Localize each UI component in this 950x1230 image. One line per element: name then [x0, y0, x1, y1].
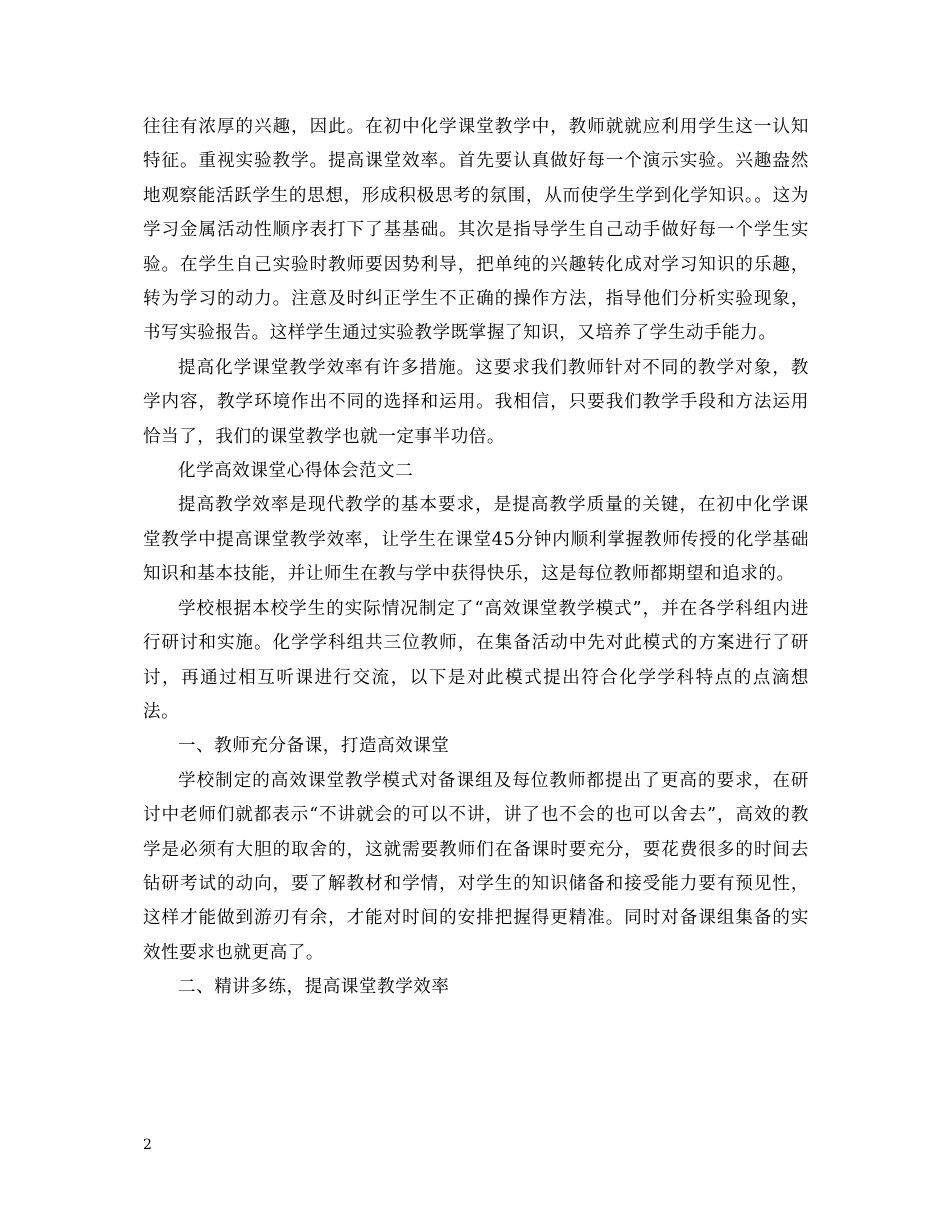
paragraph-continuation: 往往有浓厚的兴趣，因此。在初中化学课堂教学中，教师就就应利用学生这一认知特征。重视实验教学。提高课堂效率。首先要认真做好每一个演示实验。兴趣盎然地观察能活跃学生的思想，形成积极思考的氛围，从而使学生学到化学知识。。这为学习金属活动性顺序表打下了基基础。其次是指导学生自己动手做好每一个学生实验。在学生自己实验时教师要因势利导，把单纯的兴趣转化成对学习知识的乐趣，转为学习的动力。注意及时纠正学生不正确的操作方法，指导他们分析实验现象，书写实验报告。这样学生通过实验教学既掌握了知识，又培养了学生动手能力。	[143, 117, 809, 344]
paragraph: 学校根据本校学生的实际情况制定了“高效课堂教学模式”，并在各学科组内进行研讨和实施。化学学科组共三位教师，在集备活动中先对此模式的方案进行了研讨，再通过相互听课进行交流，以下是对此模式提出符合化学学科特点的点滴想法。	[143, 598, 809, 722]
paragraph: 提高教学效率是现代教学的基本要求，是提高教学质量的关键，在初中化学课堂教学中提高课堂教学效率，让学生在课堂45分钟内顺利掌握教师传授的化学基础知识和基本技能，并让师生在教与学中获得快乐，这是每位教师都期望和追求的。	[143, 495, 809, 585]
subheading: 二、精讲多练，提高课堂教学效率	[178, 977, 450, 998]
paragraph: 学校制定的高效课堂教学模式对备课组及每位教师都提出了更高的要求，在研讨中老师们就都表示“不讲就会的可以不讲，讲了也不会的也可以舍去”，高效的教学是必须有大胆的取舍的，这就需要教师们在备课时要充分，要花费很多的时间去钻研考试的动向，要了解教材和学情，对学生的知识储备和接受能力要有预见性，这样才能做到游刃有余，才能对时间的安排把握得更精准。同时对备课组集备的实效性要求也就更高了。	[143, 770, 809, 963]
document-body	[143, 110, 809, 1005]
page-number: 2	[143, 1137, 152, 1153]
section-title: 化学高效课堂心得体会范文二	[178, 461, 414, 482]
paragraph: 提高化学课堂教学效率有许多措施。这要求我们教师针对不同的教学对象，教学内容，教学环境作出不同的选择和运用。我相信，只要我们教学手段和方法运用恰当了，我们的课堂教学也就一定事半功倍。	[143, 357, 809, 447]
subheading: 一、教师充分备课，打造高效课堂	[178, 736, 450, 757]
